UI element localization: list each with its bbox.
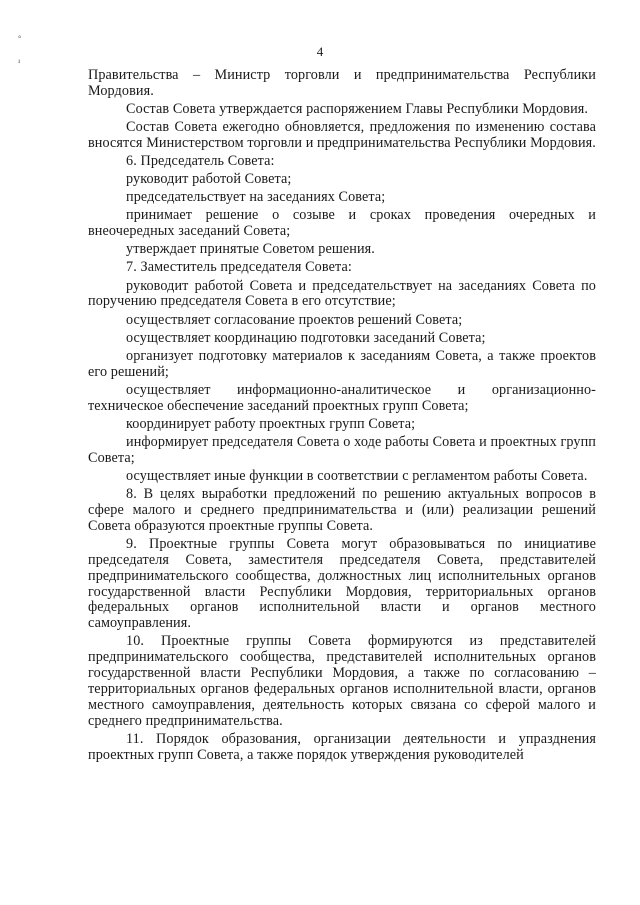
- section-heading: 6. Председатель Совета:: [126, 153, 275, 170]
- paragraph: Состав Совета утверждается распоряжением Главы Республики Мордовия.: [126, 101, 589, 117]
- list-item: координирует работу проектных групп Совета;: [126, 415, 416, 432]
- page-number: 4: [316, 44, 324, 59]
- list-item: председательствует на заседаниях Совета;: [126, 189, 386, 206]
- list-item: организует подготовку материалов к заседаниям Совета, а также проектов его решений;: [88, 347, 596, 380]
- paragraph: 10. Проектные группы Совета формируются из представителей предпринимательского сообщества, представителей исполнительных органов государственной власти Республики Мордовия, а также по согласованию – территориальных органов федеральных органов исполнительной власти, органов местного самоуправления, деятельность которых связана со сферой малого и среднего предпринимательства.: [88, 633, 596, 729]
- list-item: осуществляет согласование проектов решений Совета;: [126, 311, 463, 328]
- paragraph: 8. В целях выработки предложений по решению актуальных вопросов в сфере малого и среднего предпринимательства и (или) реализации решений Совета образуются проектные группы Совета.: [88, 485, 596, 534]
- list-item: информирует председателя Совета о ходе работы Совета и проектных групп Совета;: [88, 433, 596, 466]
- paragraph: 11. Порядок образования, организации деятельности и упразднения проектных групп Совета, а также порядок утверждения руководителей: [88, 731, 596, 763]
- paragraph: 9. Проектные группы Совета могут образовываться по инициативе председателя Совета, заместителя председателя Совета, представителей предпринимательского сообщества, должностных лиц исполнительных органов государственной власти Республики Мордовия, территориальных органов федеральных органов исполнительной власти и органов местного самоуправления.: [88, 535, 596, 632]
- paragraph: Правительства – Министр торговли и предпринимательства Республики Мордовия.: [88, 67, 596, 99]
- list-item: руководит работой Совета;: [126, 171, 292, 188]
- margin-mark: °: [18, 34, 22, 43]
- list-item: принимает решение о созыве и сроках проведения очередных и внеочередных заседаний Совета;: [88, 207, 596, 240]
- list-item: осуществляет координацию подготовки заседаний Совета;: [126, 329, 486, 346]
- paragraph: Состав Совета ежегодно обновляется, предложения по изменению состава вносятся Министерством торговли и предпринимательства Республики Мордовия.: [88, 119, 596, 151]
- list-item: осуществляет иные функции в соответствии с регламентом работы Совета.: [126, 467, 588, 484]
- section-heading: 7. Заместитель председателя Совета:: [126, 259, 352, 276]
- list-item: утверждает принятые Советом решения.: [126, 241, 375, 258]
- list-item: руководит работой Совета и председательствует на заседаниях Совета по поручению председателя Совета в его отсутствие;: [88, 277, 596, 310]
- document-body: [88, 68, 596, 766]
- margin-mark: ¹: [18, 58, 21, 67]
- list-item: осуществляет информационно-аналитическое и организационно-техническое обеспечение заседаний проектных групп Совета;: [88, 381, 596, 414]
